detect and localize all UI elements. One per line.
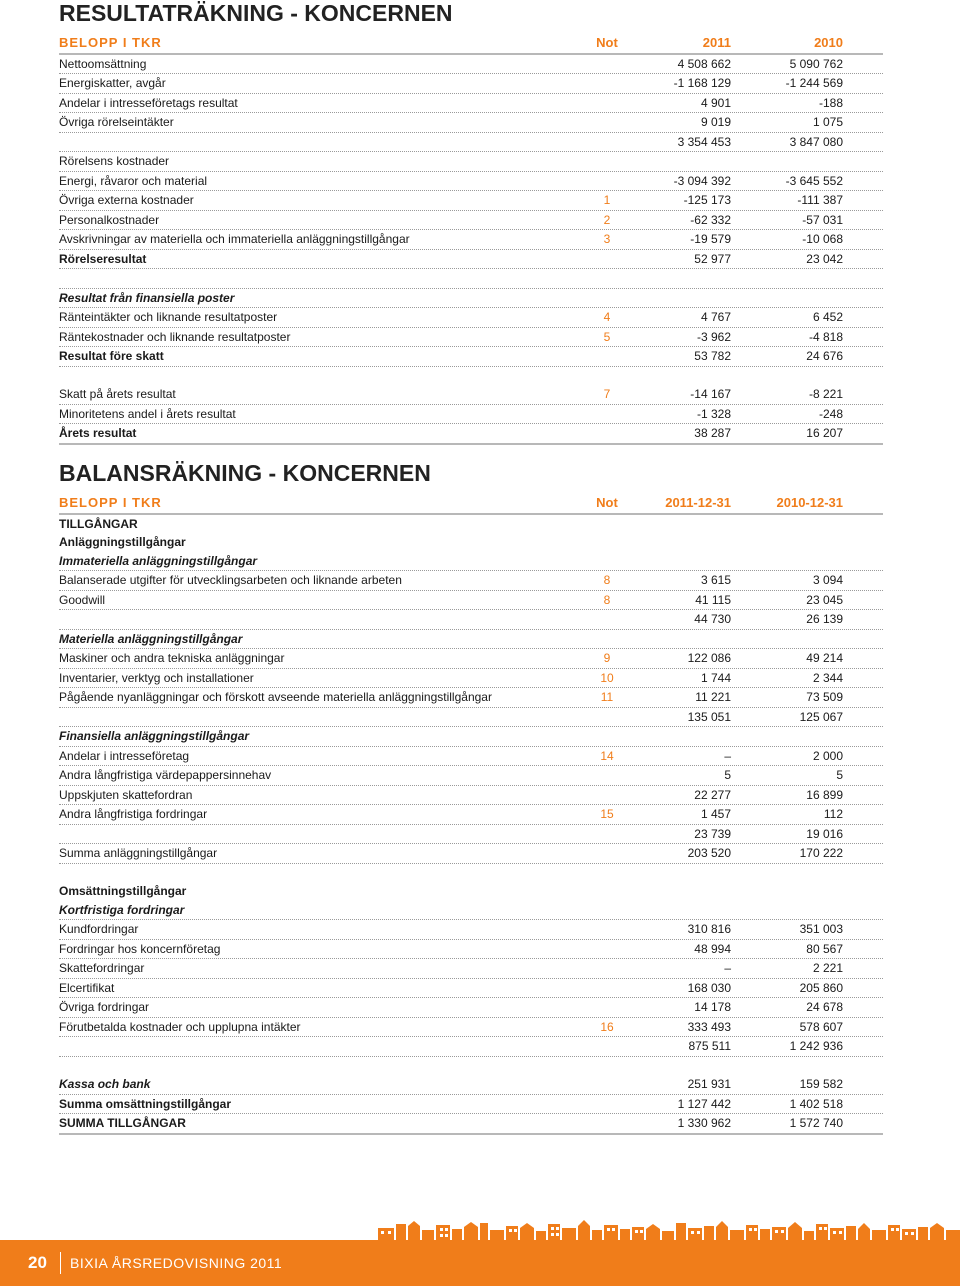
row-label: Förutbetalda kostnader och upplupna intäkter [59, 1019, 301, 1034]
row-value-current: 122 086 [687, 651, 731, 665]
table-row [59, 328, 883, 348]
table-row [59, 882, 883, 901]
table-row [59, 211, 883, 231]
row-value-previous: 2 344 [812, 670, 843, 685]
row-value-previous: -111 387 [797, 193, 843, 207]
table-row [59, 979, 883, 999]
row-value-current: 41 115 [695, 592, 731, 607]
row-value-previous: 1 075 [812, 115, 843, 129]
table-row [59, 1114, 883, 1135]
table-row [59, 308, 883, 328]
table-row [59, 191, 883, 211]
row-value-current: 5 [724, 768, 731, 782]
city-skyline-illustration [0, 1218, 960, 1240]
row-value-previous: -57 031 [802, 212, 843, 227]
table-row [59, 727, 883, 747]
table-row [59, 367, 883, 386]
row-value-previous: -248 [818, 406, 843, 421]
row-value-previous: 112 [823, 807, 843, 821]
header-label: BELOPP I TKR [59, 35, 162, 50]
row-label: Övriga fordringar [59, 1000, 150, 1014]
row-label: Inventarier, verktyg och installationer [59, 670, 254, 685]
table-row [59, 940, 883, 960]
row-value-previous: -8 221 [808, 387, 843, 401]
table-row [59, 901, 883, 921]
row-label: Kassa och bank [59, 1077, 151, 1091]
balance-sheet-title: BALANSRÄKNING - KONCERNEN [59, 460, 431, 486]
table-row [59, 405, 883, 425]
table-row [59, 591, 883, 611]
row-note: 1 [603, 193, 611, 207]
row-value-current: – [724, 961, 731, 975]
header-col2: 2010 [814, 35, 843, 50]
table-row [59, 920, 883, 940]
balance-sheet-table [59, 494, 883, 1135]
row-label: Rörelsens kostnader [59, 154, 170, 168]
row-value-current: 168 030 [687, 980, 731, 995]
row-value-previous: 1 242 936 [789, 1039, 843, 1053]
row-value-previous: 19 016 [806, 826, 843, 841]
row-label: Energiskatter, avgår [59, 76, 166, 90]
income-statement-table [59, 34, 883, 445]
row-value-previous: -4 818 [808, 329, 843, 344]
row-value-previous: -188 [818, 95, 843, 110]
table-row [59, 786, 883, 806]
table-row [59, 133, 883, 153]
row-label: Skatt på årets resultat [59, 387, 176, 401]
row-label: Ränteintäkter och liknande resultatposter [59, 310, 278, 324]
row-value-previous: -3 645 552 [785, 173, 843, 188]
header-col1: 2011-12-31 [665, 495, 731, 510]
row-value-previous: 3 094 [812, 573, 843, 587]
page-footer [0, 1240, 960, 1286]
row-value-current: 9 019 [700, 115, 731, 129]
row-value-current: 48 994 [694, 941, 731, 956]
table-row [59, 74, 883, 94]
row-value-previous: 6 452 [812, 310, 843, 324]
row-value-current: – [724, 748, 731, 763]
row-value-current: -19 579 [690, 232, 731, 246]
row-value-previous: 351 003 [799, 922, 843, 936]
row-note: 4 [603, 310, 611, 324]
row-value-current: 1 457 [700, 807, 731, 821]
row-value-previous: 170 222 [799, 846, 843, 860]
table-row [59, 1037, 883, 1057]
row-value-current: 1 744 [700, 670, 731, 685]
row-label: Pågående nyanläggningar och förskott avseende materiella anläggningstillgångar [59, 690, 492, 704]
row-label: Övriga rörelseintäkter [59, 115, 174, 129]
header-note: Not [596, 495, 618, 510]
table-row [59, 630, 883, 650]
table-row [59, 424, 883, 445]
table-row [59, 94, 883, 114]
row-note: 8 [603, 573, 611, 587]
row-value-current: 3 354 453 [677, 134, 731, 149]
table-row [59, 230, 883, 250]
row-value-current: 310 816 [687, 922, 731, 936]
row-label: SUMMA TILLGÅNGAR [59, 1116, 186, 1130]
row-label: Anläggningstillgångar [59, 535, 186, 549]
row-label: Årets resultat [59, 426, 137, 440]
row-value-previous: 80 567 [806, 941, 843, 956]
row-note: 15 [600, 807, 614, 821]
row-value-current: 23 739 [694, 826, 731, 841]
row-value-previous: -1 244 569 [785, 76, 843, 90]
table-row [59, 766, 883, 786]
table-row [59, 250, 883, 270]
table-row [59, 825, 883, 845]
row-value-previous: 205 860 [799, 980, 843, 995]
row-value-current: 44 730 [694, 612, 731, 626]
row-label: Elcertifikat [59, 980, 115, 995]
row-value-previous: 26 139 [806, 612, 843, 626]
table-row [59, 1057, 883, 1076]
table-row [59, 515, 883, 534]
row-label: Materiella anläggningstillgångar [59, 631, 243, 646]
table-row [59, 1018, 883, 1038]
row-value-current: 875 511 [688, 1039, 731, 1053]
table-row [59, 172, 883, 192]
row-label: Balanserade utgifter för utvecklingsarbeten och liknande arbeten [59, 573, 402, 587]
table-header-row [59, 494, 883, 515]
row-value-current: 52 977 [694, 251, 731, 266]
table-row [59, 844, 883, 864]
footer-publication-title: BIXIA ÅRSREDOVISNING 2011 [70, 1255, 283, 1271]
row-label: Fordringar hos koncernföretag [59, 941, 221, 956]
table-row [59, 747, 883, 767]
table-row [59, 533, 883, 552]
row-note: 10 [600, 670, 614, 685]
table-row [59, 552, 883, 572]
row-value-previous: 1 572 740 [789, 1116, 843, 1130]
row-note: 9 [603, 651, 611, 665]
row-value-current: -3 094 392 [673, 173, 731, 188]
row-label: Andelar i intresseföretags resultat [59, 95, 238, 110]
row-value-current: 14 178 [694, 1000, 731, 1014]
row-label: Summa omsättningstillgångar [59, 1096, 232, 1111]
table-row [59, 649, 883, 669]
row-note: 3 [603, 232, 611, 246]
row-value-current: 38 287 [694, 426, 731, 440]
table-row [59, 269, 883, 289]
income-statement-title: RESULTATRÄKNING - KONCERNEN [59, 0, 453, 26]
row-label: Avskrivningar av materiella och immateriella anläggningstillgångar [59, 232, 410, 246]
row-label: Summa anläggningstillgångar [59, 846, 218, 860]
row-label: Räntekostnader och liknande resultatposter [59, 329, 291, 344]
row-value-previous: 73 509 [806, 690, 843, 704]
table-row [59, 708, 883, 728]
row-label: Resultat före skatt [59, 349, 164, 363]
row-note: 16 [600, 1019, 614, 1034]
row-value-current: -125 173 [683, 193, 731, 207]
row-value-previous: 3 847 080 [789, 134, 843, 149]
header-col1: 2011 [702, 35, 731, 50]
row-value-current: 251 931 [687, 1077, 731, 1091]
row-value-previous: 578 607 [799, 1019, 843, 1034]
row-note: 5 [603, 329, 611, 344]
row-value-previous: 23 045 [806, 592, 843, 607]
row-value-current: 53 782 [694, 349, 731, 363]
table-row [59, 688, 883, 708]
header-label: BELOPP I TKR [59, 495, 162, 510]
row-note: 7 [603, 387, 611, 401]
row-label: Nettoomsättning [59, 56, 147, 71]
header-note: Not [596, 35, 618, 50]
row-note: 11 [600, 690, 614, 704]
row-label: Uppskjuten skattefordran [59, 787, 193, 802]
table-row [59, 805, 883, 825]
table-row [59, 385, 883, 405]
row-label: Minoritetens andel i årets resultat [59, 406, 236, 421]
row-value-current: 333 493 [687, 1019, 731, 1034]
row-value-current: 4 767 [700, 310, 731, 324]
row-label: Energi, råvaror och material [59, 173, 208, 188]
row-value-previous: 23 042 [806, 251, 843, 266]
page-number: 20 [28, 1253, 47, 1272]
row-value-current: -1 168 129 [673, 76, 731, 90]
row-value-current: -62 332 [690, 212, 731, 227]
row-label: Kortfristiga fordringar [59, 902, 185, 917]
table-row [59, 1075, 883, 1095]
table-row [59, 864, 883, 883]
row-value-current: 22 277 [694, 787, 731, 802]
row-value-current: 11 221 [695, 690, 731, 704]
row-value-current: -1 328 [696, 406, 731, 421]
row-note: 8 [603, 592, 611, 607]
row-note: 2 [603, 212, 611, 227]
row-label: Kundfordringar [59, 922, 139, 936]
table-row [59, 669, 883, 689]
header-col2: 2010-12-31 [776, 495, 843, 510]
row-value-previous: 49 214 [806, 651, 843, 665]
row-label: Immateriella anläggningstillgångar [59, 553, 258, 568]
footer-divider [60, 1252, 61, 1274]
table-row [59, 347, 883, 367]
table-row [59, 1095, 883, 1115]
row-value-previous: 24 678 [806, 1000, 843, 1014]
row-value-current: 135 051 [687, 709, 731, 724]
row-value-previous: 2 221 [812, 961, 843, 975]
row-value-previous: 16 207 [806, 426, 843, 440]
row-label: Resultat från finansiella poster [59, 290, 235, 305]
row-label: Maskiner och andra tekniska anläggningar [59, 651, 285, 665]
row-label: Övriga externa kostnader [59, 193, 194, 207]
row-value-current: -14 167 [690, 387, 731, 401]
row-value-current: 4 901 [700, 95, 731, 110]
row-value-previous: 16 899 [806, 787, 843, 802]
row-label: Andra långfristiga värdepappersinnehav [59, 768, 272, 782]
table-row [59, 571, 883, 591]
row-value-current: 3 615 [700, 573, 731, 587]
row-value-previous: 5 [836, 768, 843, 782]
row-value-current: 1 330 962 [677, 1116, 731, 1130]
row-label: Andelar i intresseföretag [59, 748, 190, 763]
table-row [59, 152, 883, 172]
row-value-previous: -10 068 [802, 232, 843, 246]
row-label: TILLGÅNGAR [59, 516, 138, 531]
table-row [59, 959, 883, 979]
row-label: Skattefordringar [59, 961, 145, 975]
table-row [59, 289, 883, 309]
row-value-previous: 5 090 762 [789, 56, 843, 71]
row-label: Personalkostnader [59, 212, 160, 227]
row-note: 14 [600, 748, 614, 763]
row-label: Andra långfristiga fordringar [59, 807, 208, 821]
row-label: Finansiella anläggningstillgångar [59, 729, 250, 743]
row-label: Goodwill [59, 592, 106, 607]
row-value-current: 4 508 662 [677, 56, 731, 71]
row-label: Omsättningstillgångar [59, 884, 187, 898]
row-value-previous: 2 000 [812, 748, 843, 763]
row-value-previous: 24 676 [806, 349, 843, 363]
row-value-previous: 125 067 [799, 709, 843, 724]
row-value-current: 1 127 442 [677, 1096, 731, 1111]
table-header-row [59, 34, 883, 55]
row-value-previous: 159 582 [799, 1077, 843, 1091]
table-row [59, 55, 883, 75]
table-row [59, 610, 883, 630]
row-value-previous: 1 402 518 [789, 1096, 843, 1111]
row-value-current: -3 962 [696, 329, 731, 344]
row-value-current: 203 520 [687, 846, 731, 860]
table-row [59, 113, 883, 133]
table-row [59, 998, 883, 1018]
row-label: Rörelseresultat [59, 251, 147, 266]
